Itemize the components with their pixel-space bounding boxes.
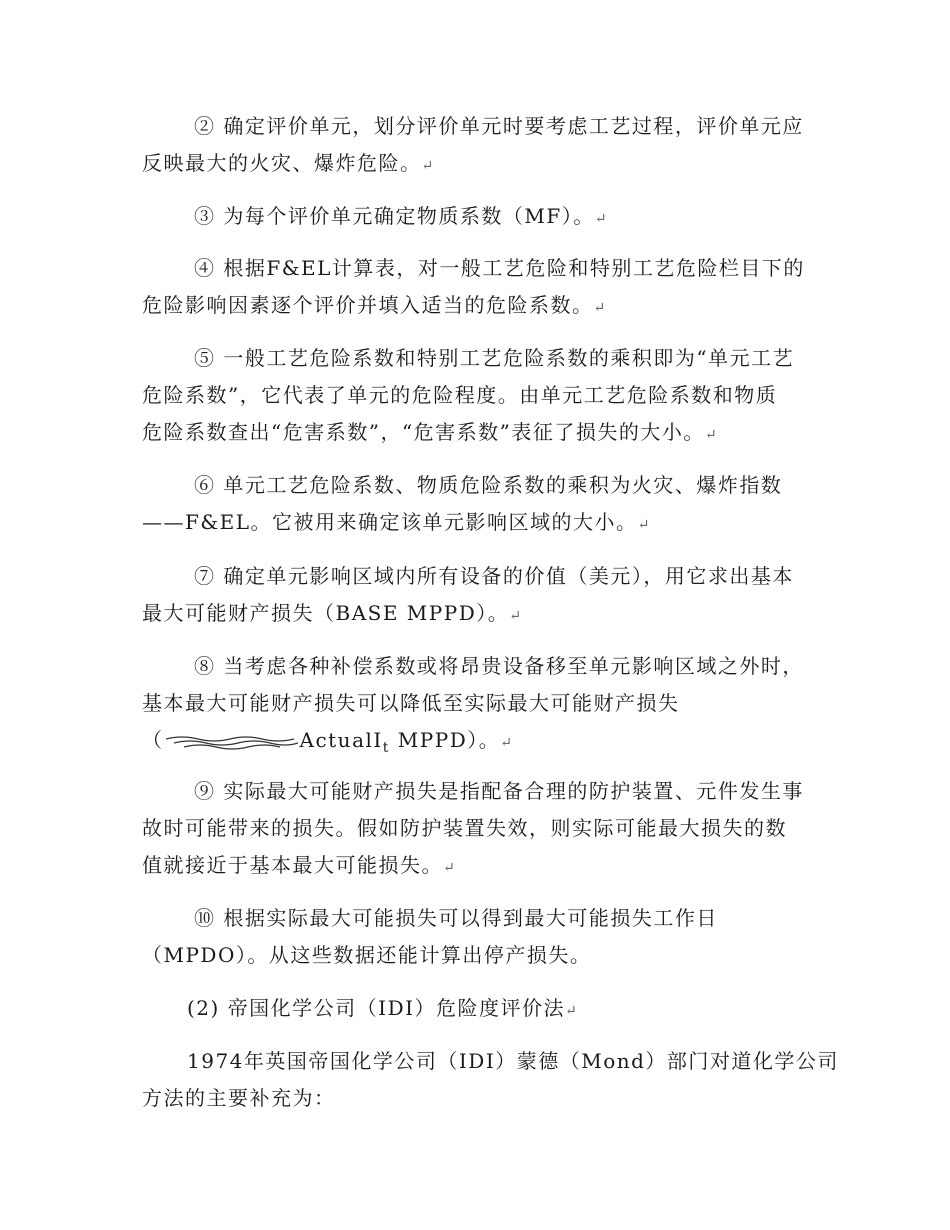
text-line [142,990,812,1030]
paragraph-step-3 [142,198,812,238]
paragraph-mark-icon: ↵ [704,427,717,443]
text-span: ActualI [299,728,383,752]
text-span: 最大可能财产损失（BASE MPPD）。 [142,601,510,625]
paragraph-step-2 [142,108,812,185]
text-line [142,287,812,327]
paragraph-step-8 [142,648,812,767]
paragraph-mark-icon: ↵ [500,735,512,751]
paragraph-step-4 [142,250,812,327]
paragraph-mark-icon: ↵ [594,211,607,227]
text-line [142,504,812,544]
text-line [142,722,812,767]
text-line: 方法的主要补充为： [142,1086,336,1110]
text-line: ② 确定评价单元，划分评价单元时要考虑工艺过程，评价单元应 [194,114,804,138]
paragraph-step-10 [142,900,812,974]
paragraph-mark-icon: ↵ [565,1003,577,1019]
text-line [142,595,812,635]
text-span: ③ 为每个评价单元确定物质系数（MF）。 [194,204,595,228]
text-line: 故时可能带来的损失。假如防护装置失效，则实际可能最大损失的数 [142,816,787,840]
text-span: MPPD）。 [389,728,501,752]
text-line: 1974年英国帝国化学公司（IDI）蒙德（Mond）部门对道化学公司 [187,1049,839,1073]
wavy-strikethrough-icon [164,733,300,751]
text-line: ⑥ 单元工艺危险系数、物质危险系数的乘积为火灾、爆炸指数 [194,473,783,497]
text-line: 危险系数”，它代表了单元的危险程度。由单元工艺危险系数和物质 [142,383,778,407]
text-line: ④ 根据F&EL计算表，对一般工艺危险和特别工艺危险栏目下的 [194,256,805,280]
paragraph-mark-icon: ↵ [421,158,434,174]
paragraph-intro [142,1043,839,1117]
text-span: （ [142,728,164,752]
text-line: 基本最大可能财产损失可以降低至实际最大可能财产损失 [142,691,680,715]
paragraph-step-5 [142,340,812,454]
paragraph-mark-icon: ↵ [509,608,521,624]
text-line: ⑩ 根据实际最大可能损失可以得到最大可能损失工作日 [194,906,718,930]
text-line [142,145,812,185]
text-line: ⑦ 确定单元影响区域内所有设备的价值（美元），用它求出基本 [194,564,794,588]
paragraph-step-6 [142,467,812,544]
paragraph-step-9 [142,773,812,887]
text-line: ⑤ 一般工艺危险系数和特别工艺危险系数的乘积即为“单元工艺 [194,346,795,370]
text-line [142,847,812,887]
text-line [142,198,812,238]
text-line [142,414,812,454]
paragraph-mark-icon: ↵ [637,517,650,533]
paragraph-step-7 [142,558,812,635]
text-line: ⑨ 实际最大可能财产损失是指配备合理的防护装置、元件发生事 [194,779,804,803]
text-line: （MPDO）。从这些数据还能计算出停产损失。 [142,943,592,967]
section-heading [142,990,812,1030]
subscript: t [382,740,390,756]
text-span: 危险影响因素逐个评价并填入适当的危险系数。 [142,293,594,317]
text-span: (2) 帝国化学公司（IDI）危险度评价法 [187,996,566,1020]
paragraph-mark-icon: ↵ [443,860,455,876]
text-span: 危险系数查出“危害系数”，“危害系数”表征了损失的大小。 [142,420,705,444]
text-span: 值就接近于基本最大可能损失。 [142,853,443,877]
text-span: ——F&EL。它被用来确定该单元影响区域的大小。 [142,510,638,534]
paragraph-mark-icon: ↵ [593,300,606,316]
text-line: ⑧ 当考虑各种补偿系数或将昂贵设备移至单元影响区域之外时， [194,654,804,678]
text-span: 反映最大的火灾、爆炸危险。 [142,151,422,175]
